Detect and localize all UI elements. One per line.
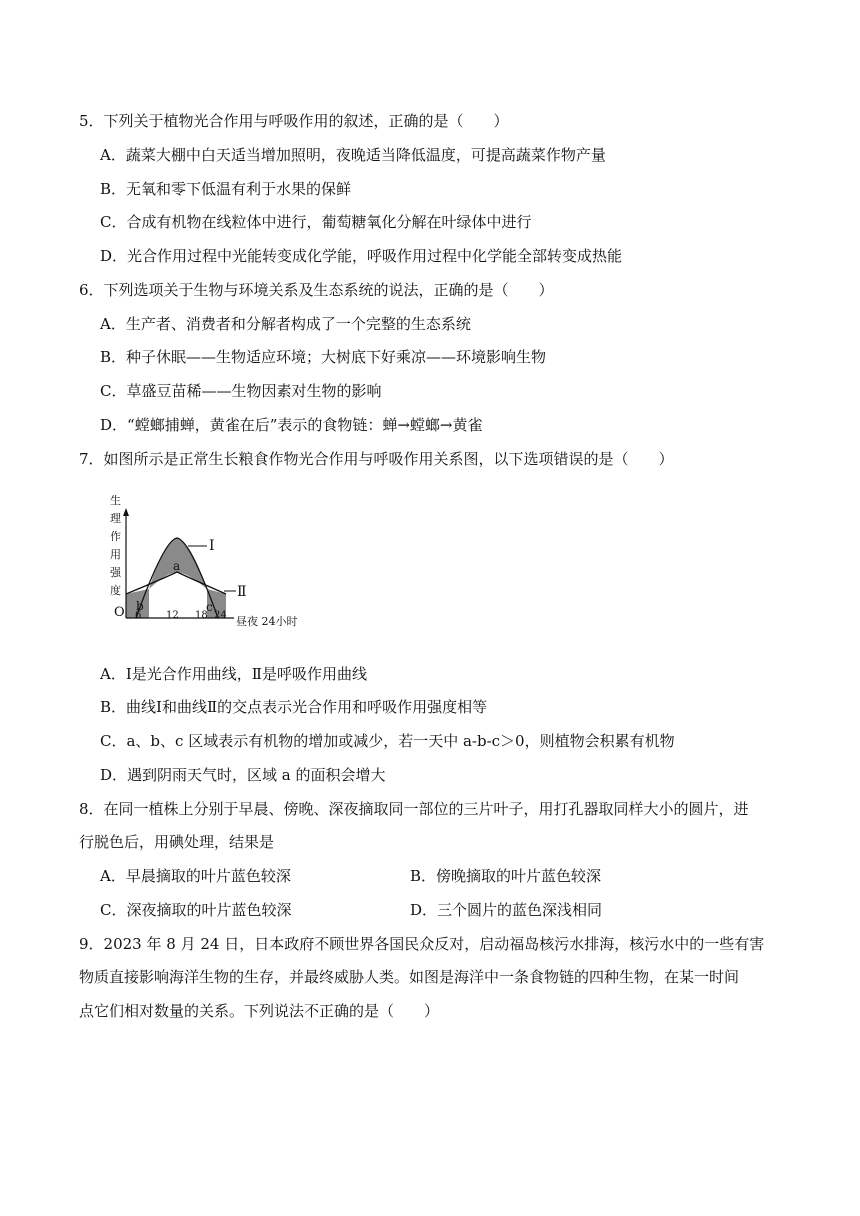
y-label-char: 用 — [110, 548, 121, 561]
q9-stem-line3: 点它们相对数量的关系。下列说法不正确的是（ ） — [79, 1002, 440, 1020]
q6-option-b: B．种子休眠——生物适应环境；大树底下好乘凉——环境影响生物 — [100, 348, 547, 366]
q5-option-d: D．光合作用过程中光能转变成化学能，呼吸作用过程中化学能全部转变成热能 — [100, 247, 623, 265]
y-label-char: 强 — [110, 566, 121, 579]
y-label-char: 理 — [110, 512, 121, 525]
q7-option-a: A．Ⅰ是光合作用曲线，Ⅱ是呼吸作用曲线 — [100, 665, 367, 683]
origin-label: O — [114, 605, 125, 620]
q6-option-c: C．草盛豆苗稀——生物因素对生物的影响 — [100, 382, 382, 400]
q8-stem-line1: 8．在同一植株上分别于早晨、傍晚、深夜摘取同一部位的三片叶子，用打孔器取同样大小的圆片，进 — [79, 800, 749, 818]
q9-stem-line2: 物质直接影响海洋生物的生存，并最终威胁人类。如图是海洋中一条食物链的四种生物，在某一时间 — [79, 968, 740, 986]
q5-option-c: C．合成有机物在线粒体中进行，葡萄糖氧化分解在叶绿体中进行 — [100, 213, 532, 231]
x-tick-18: 18 — [195, 610, 208, 621]
x-tick-6: 6 — [135, 610, 142, 621]
curve-label-II: Ⅱ — [237, 584, 247, 600]
x-tick-24: 24 — [214, 610, 227, 621]
y-axis-arrow — [123, 508, 129, 516]
q6-option-a: A．生产者、消费者和分解者构成了一个完整的生态系统 — [100, 315, 471, 333]
q8-stem-line2: 行脱色后，用碘处理，结果是 — [79, 833, 275, 851]
q7-option-c: C．a、b、c 区域表示有机物的增加或减少，若一天中 a-b-c＞0，则植物会积累有机物 — [100, 732, 675, 750]
q6-stem: 6．下列选项关于生物与环境关系及生态系统的说法，正确的是（ ） — [79, 281, 554, 299]
region-label-a: a — [173, 559, 181, 573]
q9-stem-line1: 9．2023 年 8 月 24 日，日本政府不顾世界各国民众反对，启动福岛核污水排海，核污水中的一些有害 — [79, 935, 765, 953]
q7-option-b: B．曲线Ⅰ和曲线Ⅱ的交点表示光合作用和呼吸作用强度相等 — [100, 698, 488, 716]
q8-option-d: D．三个圆片的蓝色深浅相同 — [410, 901, 603, 919]
curve-label-I: Ⅰ — [209, 538, 215, 554]
q5-option-a: A．蔬菜大棚中白天适当增加照明，夜晚适当降低温度，可提高蔬菜作物产量 — [100, 146, 606, 164]
region-label-c: c — [206, 600, 213, 614]
y-label-char: 作 — [110, 530, 121, 543]
q5-stem: 5．下列关于植物光合作用与呼吸作用的叙述，正确的是（ ） — [79, 112, 509, 130]
y-label-char: 生 — [110, 494, 121, 507]
q8-option-c: C．深夜摘取的叶片蓝色较深 — [100, 901, 292, 919]
x-axis-label: 昼夜 24小时 — [236, 615, 298, 628]
q8-option-a: A．早晨摘取的叶片蓝色较深 — [100, 867, 291, 885]
x-tick-12: 12 — [166, 610, 179, 621]
q8-option-b: B．傍晚摘取的叶片蓝色较深 — [410, 867, 602, 885]
q7-option-d: D．遇到阴雨天气时，区域 a 的面积会增大 — [100, 766, 386, 784]
q7-stem: 7．如图所示是正常生长粮食作物光合作用与呼吸作用关系图，以下选项错误的是（ ） — [79, 450, 674, 468]
photosynthesis-respiration-figure — [100, 490, 315, 635]
q6-option-d: D．“螳螂捕蝉，黄雀在后”表示的食物链：蝉→螳螂→黄雀 — [100, 416, 483, 434]
region-label-b: b — [136, 599, 144, 613]
y-label-char: 度 — [110, 584, 121, 597]
q5-option-b: B．无氧和零下低温有利于水果的保鲜 — [100, 180, 352, 198]
